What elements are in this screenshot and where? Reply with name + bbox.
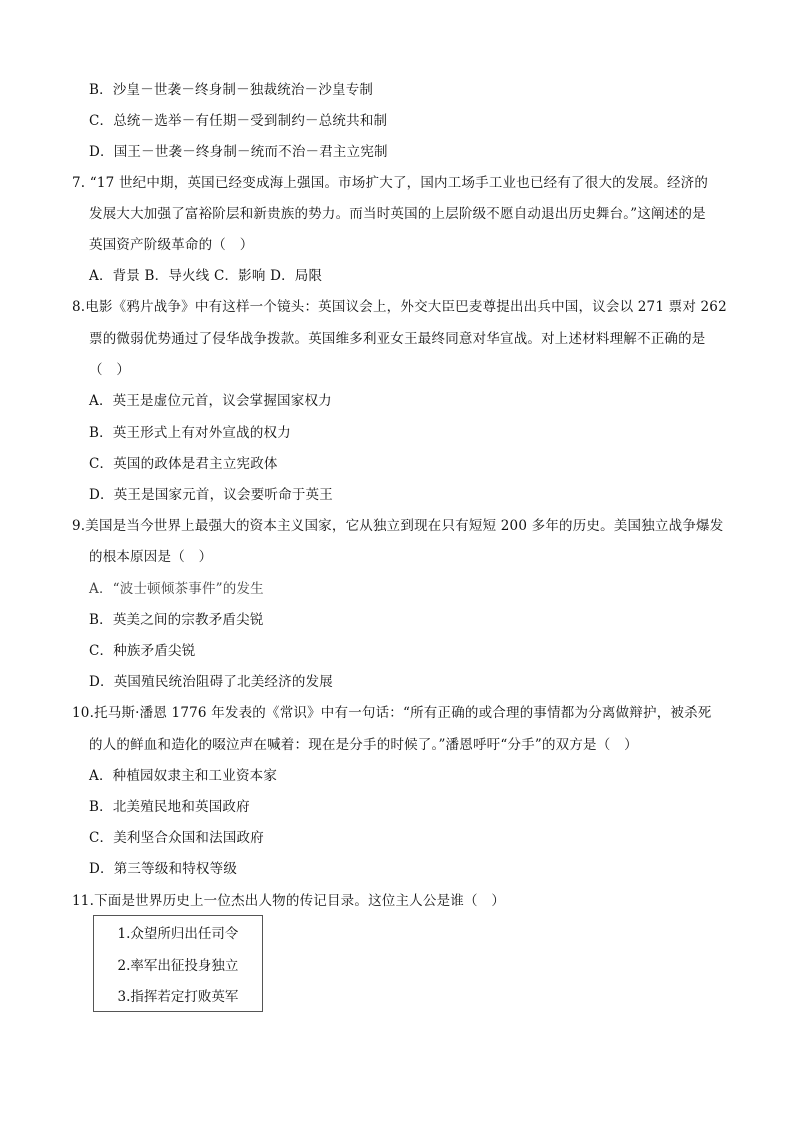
q10-stem-line-1: 10.托马斯·潘恩 1776 年发表的《常识》中有一句话：“所有正确的或合理的事情都为分离做辩护，被杀死 [72,705,712,721]
q9-option-d: D．英国殖民统治阻碍了北美经济的发展 [89,674,333,690]
q8-option-d: D．英王是国家元首，议会要听命于英王 [89,487,333,503]
q10-option-d: D．第三等级和特权等级 [89,861,238,877]
q11-stem-line-1: 11.下面是世界历史上一位杰出人物的传记目录。这位主人公是谁（ ） [72,893,506,909]
q8-stem-line-1: 8.电影《鸦片战争》中有这样一个镜头：英国议会上，外交大臣巴麦尊提出出兵中国，议会以 271 票对 262 [72,299,727,315]
q9-option-a: A．“波士顿倾茶事件”的发生 [89,581,264,597]
q8-stem-line-2: 票的微弱优势通过了侵华战争拨款。英国维多利亚女王最终同意对华宣战。对上述材料理解不正确的是 [89,331,706,347]
q8-option-a: A．英王是虚位元首，议会掌握国家权力 [89,393,332,409]
q10-option-c: C．美利坚合众国和法国政府 [89,830,264,846]
q9-stem-line-1: 9.美国是当今世界上最强大的资本主义国家，它从独立到现在只有短短 200 多年的历史。美国独立战争爆发 [72,518,724,534]
q6-option-d: D．国王－世袭－终身制－统而不治－君主立宪制 [89,144,388,160]
q8-stem-line-3: （ ） [89,362,131,378]
q7-options: A．背景 B．导火线 C．影响 D．局限 [89,268,323,284]
q9-option-b: B．英美之间的宗教矛盾尖锐 [89,612,264,628]
q7-stem-line-2: 发展大大加强了富裕阶层和新贵族的势力。而当时英国的上层阶级不愿自动退出历史舞台。”这阐述的是 [89,206,706,222]
q8-option-c: C．英国的政体是君主立宪政体 [89,456,278,472]
q8-option-b: B．英王形式上有对外宣战的权力 [89,425,291,441]
q9-stem-line-2: 的根本原因是（ ） [89,549,213,565]
biography-toc-box [93,915,263,1012]
toc-item: 3.指挥若定打败英军 [117,989,239,1005]
q6-option-b: B．沙皇－世袭－终身制－独裁统治－沙皇专制 [89,82,374,98]
toc-item: 1.众望所归出任司令 [117,926,239,942]
toc-item: 2.率军出征投身独立 [117,958,239,974]
q6-option-c: C．总统－选举－有任期－受到制约－总统共和制 [89,113,388,129]
q10-stem-line-2: 的人的鲜血和造化的啜泣声在喊着：现在是分手的时候了。”潘恩呼吁“分手”的双方是（ ） [89,737,638,753]
q10-option-a: A．种植园奴隶主和工业资本家 [89,768,278,784]
q7-stem-line-1: 7. “17 世纪中期，英国已经变成海上强国。市场扩大了，国内工场手工业也已经有了很大的发展。经济的 [72,175,709,191]
q10-option-b: B．北美殖民地和英国政府 [89,799,250,815]
q9-option-c: C．种族矛盾尖锐 [89,643,196,659]
q7-stem-line-3: 英国资产阶级革命的（ ） [89,237,254,253]
